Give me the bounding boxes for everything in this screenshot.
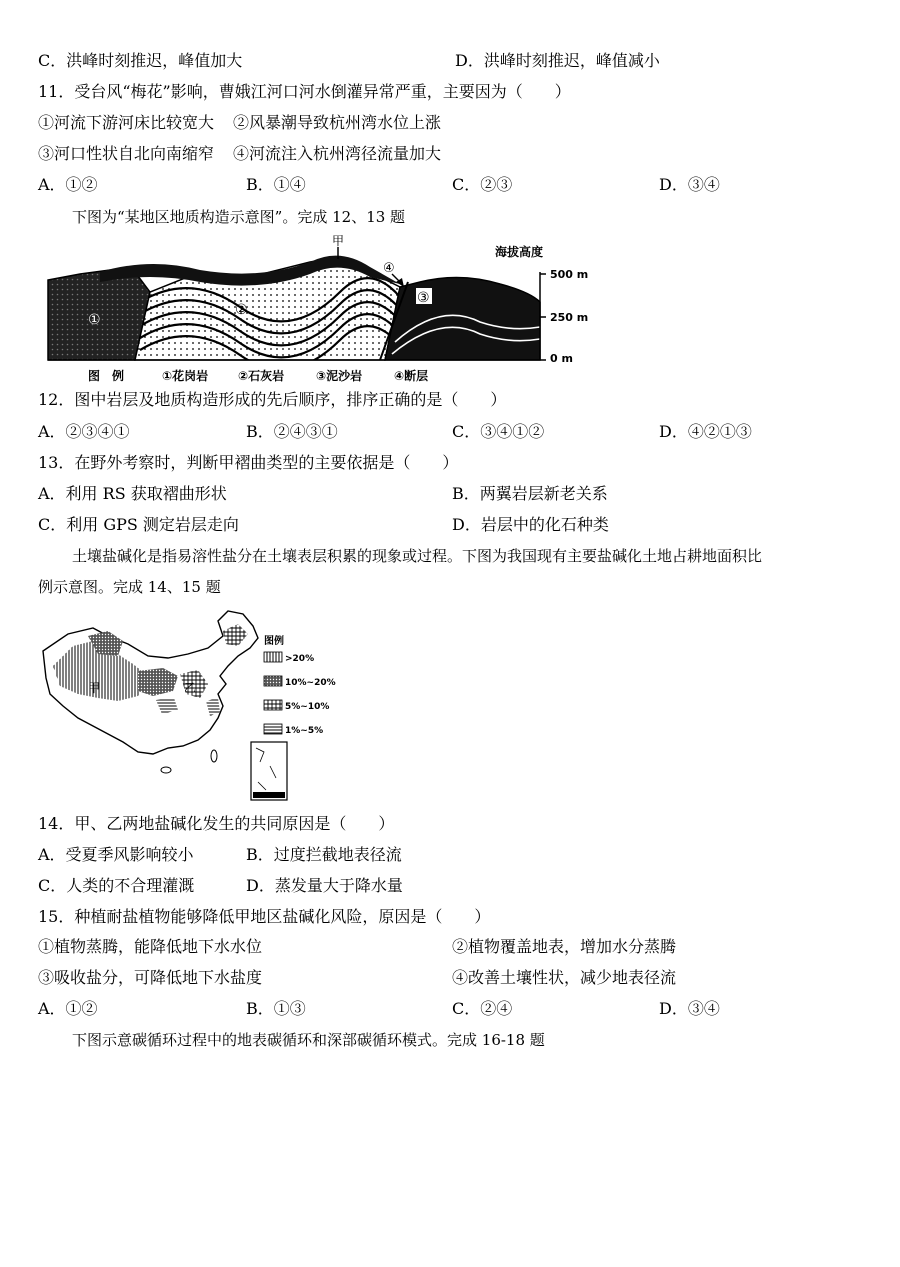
- map-label-yi: 乙: [184, 681, 197, 695]
- q15-option-a: A．①②: [38, 999, 98, 1018]
- q15-option-c: C．②④: [452, 999, 513, 1018]
- q11-statement-1: ①河流下游河床比较宽大: [38, 113, 215, 132]
- q10-option-d: D．洪峰时刻推迟，峰值减小: [455, 51, 660, 70]
- sandstone-block: [385, 277, 540, 360]
- q13-option-b: B．两翼岩层新老关系: [452, 484, 608, 503]
- label-3: ③: [417, 290, 430, 306]
- tick-0: 0 m: [550, 352, 573, 365]
- q14-stem: 14．甲、乙两地盐碱化发生的共同原因是（ ）: [38, 814, 395, 833]
- q15-option-d: D．③④: [659, 999, 720, 1018]
- q14-option-a: A．受夏季风影响较小: [38, 845, 194, 864]
- q15-option-b: B．①③: [246, 999, 306, 1018]
- map-legend-title: 图例: [264, 636, 284, 647]
- altitude-title: 海拔高度: [495, 245, 544, 259]
- q11-option-d: D．③④: [659, 175, 720, 194]
- q11-option-c: C．②③: [452, 175, 513, 194]
- q15-stem: 15．种植耐盐植物能够降低甲地区盐碱化风险，原因是（ ）: [38, 907, 491, 926]
- q12-option-c: C．③④①②: [452, 422, 545, 441]
- label-2: ②: [235, 302, 248, 318]
- legend-limestone: ②石灰岩: [238, 369, 285, 383]
- label-1: ①: [88, 312, 101, 328]
- q15-statement-1: ①植物蒸腾，能降低地下水水位: [38, 937, 263, 956]
- q10-option-c: C．洪峰时刻推迟，峰值加大: [38, 51, 243, 70]
- q12-option-b: B．②④③①: [246, 422, 338, 441]
- q15-statement-3: ③吸收盐分，可降低地下水盐度: [38, 968, 263, 987]
- q11-statement-4: ④河流注入杭州湾径流量加大: [233, 144, 442, 163]
- intro-14-15-line1: 土壤盐碱化是指易溶性盐分在土壤表层积累的现象或过程。下图为我国现有主要盐碱化土地占耕地面积比: [72, 547, 763, 565]
- q12-option-a: A．②③④①: [38, 422, 130, 441]
- q14-option-b: B．过度拦截地表径流: [246, 845, 402, 864]
- q15-statement-2: ②植物覆盖地表，增加水分蒸腾: [452, 937, 677, 956]
- legend-sandstone: ③泥沙岩: [316, 369, 363, 383]
- south-china-sea-inset: [251, 742, 287, 800]
- map-legend-4: 1%~5%: [285, 726, 324, 736]
- q13-option-c: C．利用 GPS 测定岩层走向: [38, 515, 239, 534]
- q11-stem: 11．受台风“梅花”影响，曹娥江河口河水倒灌异常严重，主要因为（ ）: [38, 82, 571, 101]
- label-jia: 甲: [332, 234, 345, 248]
- q11-option-b: B．①④: [246, 175, 306, 194]
- legend-fault: ④断层: [394, 369, 429, 383]
- q13-option-d: D．岩层中的化石种类: [452, 515, 609, 534]
- q11-option-a: A．①②: [38, 175, 98, 194]
- map-legend-2: 10%~20%: [285, 678, 336, 688]
- intro-14-15-line2: 例示意图。完成 14、15 题: [38, 578, 221, 596]
- label-fault-4: ④: [383, 261, 395, 276]
- q13-option-a: A．利用 RS 获取褶曲形状: [38, 484, 227, 503]
- tick-250: 250 m: [550, 311, 589, 324]
- q12-option-d: D．④②①③: [659, 422, 752, 441]
- intro-16-18: 下图示意碳循环过程中的地表碳循环和深部碳循环模式。完成 16-18 题: [72, 1031, 545, 1049]
- map-legend-3: 5%~10%: [285, 702, 330, 712]
- q15-statement-4: ④改善土壤性状，减少地表径流: [452, 968, 677, 987]
- q14-option-c: C．人类的不合理灌溉: [38, 876, 195, 895]
- map-legend-1: >20%: [285, 654, 315, 664]
- q11-statement-2: ②风暴潮导致杭州湾水位上涨: [233, 113, 442, 132]
- geologic-section-figure: [40, 232, 600, 384]
- saline-land-map-figure: [38, 606, 343, 804]
- tick-500: 500 m: [550, 268, 589, 281]
- q12-stem: 12．图中岩层及地质构造形成的先后顺序，排序正确的是（ ）: [38, 390, 507, 409]
- q14-option-d: D．蒸发量大于降水量: [246, 876, 403, 895]
- q11-statement-3: ③河口性状自北向南缩窄: [38, 144, 215, 163]
- intro-12-13: 下图为“某地区地质构造示意图”。完成 12、13 题: [72, 208, 406, 226]
- legend-granite: ①花岗岩: [162, 369, 209, 383]
- map-label-jia: 甲: [88, 681, 101, 695]
- legend-title: 图 例: [88, 369, 125, 383]
- q13-stem: 13．在野外考察时，判断甲褶曲类型的主要依据是（ ）: [38, 453, 459, 472]
